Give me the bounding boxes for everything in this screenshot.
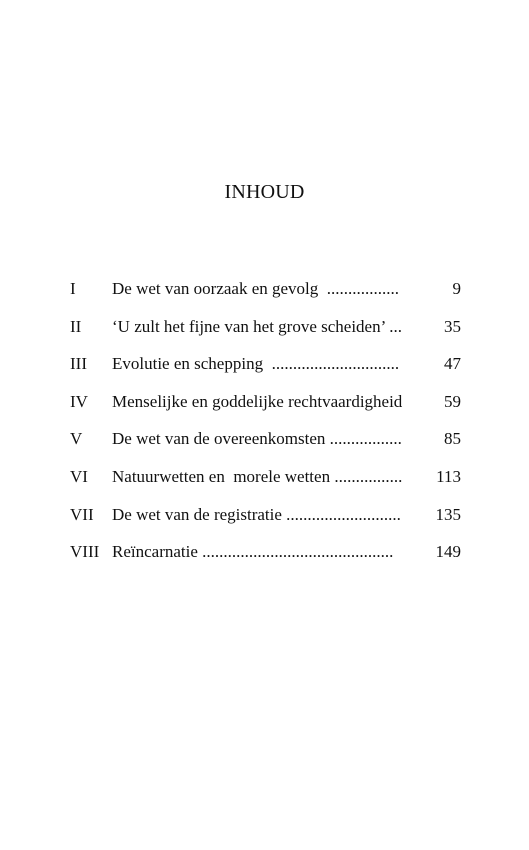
chapter-title: De wet van de overeenkomsten ................. [112,429,402,449]
toc-entry-8 [70,541,464,579]
toc-entry-6 [70,466,464,504]
page-number: 47 [444,354,461,374]
chapter-number: VIII [70,542,100,562]
chapter-number: VII [70,504,94,524]
page-number: 85 [444,429,461,449]
page-number: 113 [436,466,461,486]
page-number: 135 [435,504,461,524]
chapter-number: V [70,429,83,449]
page-number: 59 [444,391,461,411]
page-number: 149 [435,542,461,562]
chapter-number: III [70,354,87,374]
chapter-title: Natuurwetten en morele wetten ................ [112,466,403,486]
page-number: 9 [452,279,461,298]
table-of-contents [70,278,464,579]
chapter-title: Reïncarnatie ............................................. [112,542,394,562]
chapter-number: I [70,279,76,298]
toc-entry-5 [70,428,464,466]
chapter-title: Evolutie en schepping .............................. [112,354,400,374]
page-number: 35 [444,316,461,336]
toc-entry-3 [70,353,464,391]
page-title: INHOUD [224,181,305,203]
chapter-number: VI [70,466,88,486]
chapter-title: ‘U zult het fijne van het grove scheiden’ ... [112,316,402,336]
chapter-number: II [70,316,82,336]
chapter-title: De wet van oorzaak en gevolg ................. [112,279,400,298]
chapter-title: De wet van de registratie ........................... [112,504,401,524]
toc-entry-1 [70,278,464,316]
chapter-number: IV [70,391,88,411]
chapter-title: Menselijke en goddelijke rechtvaardigheid [112,391,403,411]
toc-entry-4 [70,391,464,429]
toc-entry-2 [70,316,464,354]
toc-entry-7 [70,504,464,542]
